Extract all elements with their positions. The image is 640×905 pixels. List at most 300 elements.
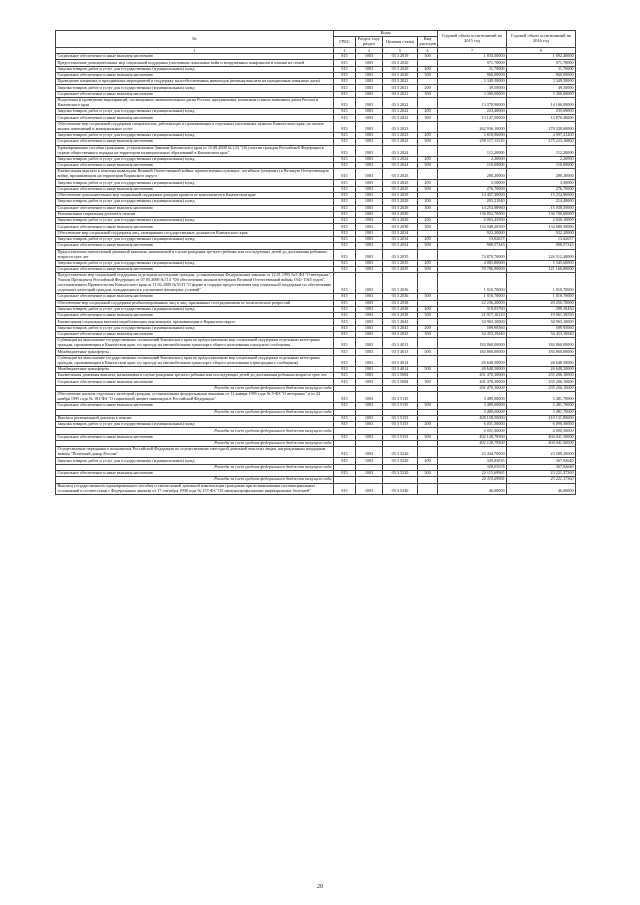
row-razdel-cell: 1003 — [356, 162, 383, 168]
row-target-article-cell: 03 3 2030 — [383, 224, 418, 230]
row-expense-type-cell: 300 — [418, 186, 438, 192]
row-amount-2015-cell: 34 963,10000 — [438, 319, 507, 325]
row-amount-2016-cell: 134 680,50000 — [507, 224, 576, 230]
row-amount-2015-cell: 110,00000 — [438, 162, 507, 168]
row-amount-2016-cell: 4 097,41200 — [507, 132, 576, 138]
row-grbs-cell: 815 — [334, 132, 356, 138]
row-amount-2016-cell: 11,70000 — [507, 66, 576, 72]
row-amount-2015-cell: 280,20000 — [438, 169, 507, 180]
row-amount-2015-cell: 329,03035 — [438, 458, 507, 464]
row-amount-2016-cell: 14 106,09000 — [507, 98, 576, 109]
row-amount-2016-cell: 214,40000 — [507, 199, 576, 205]
column-number-cell: 7 — [438, 48, 507, 54]
row-name-cell: Закупка товаров, работ и услуг для государственных (муниципальных) нужд — [56, 85, 334, 91]
row-name-cell: Расходы за счет средств федерального бюджета текущего года — [56, 428, 334, 434]
row-name-cell: Социальное обеспечение и иные выплаты населению — [56, 115, 334, 121]
row-amount-2016-cell: 922,20000 — [507, 230, 576, 236]
row-expense-type-cell — [418, 98, 438, 109]
table-row — [56, 121, 576, 132]
row-target-article-cell: 03 3 2021 — [383, 85, 418, 91]
row-target-article-cell: 03 3 2025 — [383, 186, 418, 192]
row-name-cell: Социальное обеспечение и иные выплаты населению — [56, 403, 334, 409]
row-grbs-cell: 815 — [334, 186, 356, 192]
row-grbs-cell: 815 — [334, 458, 356, 464]
row-target-article-cell: 03 3 5153 — [383, 434, 418, 440]
row-name-cell: Социальное обеспечение и иные выплаты населению — [56, 139, 334, 145]
row-expense-type-cell: 200 — [418, 66, 438, 72]
row-amount-2016-cell: 3 300,00000 — [507, 91, 576, 97]
row-expense-type-cell: 300 — [418, 139, 438, 145]
row-amount-2016-cell: 6 090,30000 — [507, 428, 576, 434]
row-razdel-cell: 1003 — [356, 139, 383, 145]
row-target-article-cell: 03 3 5220 — [383, 470, 418, 476]
row-amount-2015-cell: 223,40000 — [438, 109, 507, 115]
row-amount-2016-cell: 509,93060 — [507, 325, 576, 331]
row-razdel-cell: 1003 — [356, 91, 383, 97]
row-razdel-cell: 1003 — [356, 434, 383, 440]
row-razdel-cell: 1003 — [356, 338, 383, 349]
row-name-cell: Социальное обеспечение и иные выплаты населению — [56, 434, 334, 440]
row-target-article-cell: 03 3 5220 — [383, 458, 418, 464]
row-amount-2015-cell: 908,57343 — [438, 243, 507, 249]
row-razdel-cell: 1003 — [356, 186, 383, 192]
row-expense-type-cell: 300 — [418, 267, 438, 273]
row-name-cell: Ежемесячная денежная выплата, назначаемая в случае рождения третьего ребенка или последующих детей до достижения ребенком возраста трех лет — [56, 373, 334, 379]
row-grbs-cell: 815 — [334, 306, 356, 312]
row-razdel-cell: 1003 — [356, 313, 383, 319]
row-grbs-cell: 815 — [334, 379, 356, 385]
row-amount-2016-cell: 275 223,16800 — [507, 139, 576, 145]
row-expense-type-cell: 500 — [418, 349, 438, 355]
row-amount-2015-cell: 49,50000 — [438, 85, 507, 91]
row-target-article-cell: 03 3 2022 — [383, 115, 418, 121]
row-target-article-cell: 03 3 5220 — [383, 447, 418, 458]
row-expense-type-cell: 200 — [418, 156, 438, 162]
row-expense-type-cell — [418, 121, 438, 132]
row-amount-2015-cell: 4 083,80000 — [438, 260, 507, 266]
row-grbs-cell: 815 — [334, 236, 356, 242]
row-grbs-cell: 815 — [334, 338, 356, 349]
row-razdel-cell: 1003 — [356, 85, 383, 91]
row-expense-type-cell: 200 — [418, 85, 438, 91]
row-grbs-cell: 815 — [334, 156, 356, 162]
row-name-cell: Обеспечение мер социальной поддержки реабилитированных лиц и лиц, признанных пострадавшими от политических репрессий — [56, 300, 334, 306]
row-amount-2016-cell: 136 700,60000 — [507, 211, 576, 217]
row-amount-2016-cell: 279 320,60000 — [507, 121, 576, 132]
row-grbs-cell: 815 — [334, 211, 356, 217]
row-grbs-cell: 815 — [334, 139, 356, 145]
row-target-article-cell: 03 3 2036 — [383, 273, 418, 294]
row-name-cell: Обеспечение дополнительных мер социальной поддержки донорам крови и ее компонентов в Камчатском крае — [56, 193, 334, 199]
row-expense-type-cell: 300 — [418, 313, 438, 319]
row-amount-2016-cell: 410 131,80000 — [507, 415, 576, 421]
row-amount-2015-cell: 3 300,00000 — [438, 91, 507, 97]
row-amount-2015-cell: 1 010,70000 — [438, 294, 507, 300]
row-amount-2016-cell: 121 166,80000 — [507, 267, 576, 273]
row-razdel-cell: 1003 — [356, 243, 383, 249]
table-row — [56, 79, 576, 85]
row-grbs-cell: 815 — [334, 243, 356, 249]
row-amount-2016-cell: 19 961,39550 — [507, 313, 576, 319]
row-expense-type-cell — [418, 169, 438, 180]
table-row — [56, 392, 576, 403]
row-expense-type-cell — [418, 392, 438, 403]
row-name-cell: Расходы за счет средств федерального бюджета текущего года — [56, 385, 334, 391]
row-amount-2015-cell: 134 049,26500 — [438, 224, 507, 230]
row-amount-2016-cell: 15 038,50000 — [507, 205, 576, 211]
row-razdel-cell: 1003 — [356, 109, 383, 115]
row-amount-2015-cell: 26 648,50000 — [438, 366, 507, 372]
table-row — [56, 355, 576, 366]
row-amount-2015-cell: 14 254,08960 — [438, 205, 507, 211]
row-amount-2015-cell: 402 128,79500 — [438, 434, 507, 440]
row-razdel-cell: 1003 — [356, 366, 383, 372]
row-name-cell: Закупка товаров, работ и услуг для государственных (муниципальных) нужд — [56, 132, 334, 138]
row-target-article-cell: 03 3 5153 — [383, 415, 418, 421]
table-row — [56, 338, 576, 349]
row-target-article-cell: 03 3 2023 — [383, 132, 418, 138]
row-grbs-cell: 815 — [334, 169, 356, 180]
row-target-article-cell: 03 3 5084 — [383, 373, 418, 379]
table-row — [56, 483, 576, 494]
row-amount-2015-cell: 3 489,00000 — [438, 409, 507, 415]
row-amount-2016-cell: 404 041,50000 — [507, 434, 576, 440]
row-amount-2016-cell: 13,62657 — [507, 236, 576, 242]
row-name-cell: Предоставление мер социальной поддержки отдельным категориям граждан, установленным Федеральным законом от 12.01.1995 №5-ФЗ "О ветеранах", Указом Президента Российской Федерации от 07.05.2008 №714 "Об обеспечении жильем ветеранов Великой Отечественной войны 1941-1945 годов", постановлением Правительства Камчатского края от 11.02.2009 №70-П "О форме и порядке предоставления мер социальной поддержки по обеспечению отдельных категорий граждан, нуждающихся в улучшении жилищных условий" — [56, 273, 334, 294]
row-name-cell: Субвенции на выполнение государственных полномочий Камчатского края по предоставлению мер социальной поддержки отдельным категориям граждан, проживающим в Камчатском крае, по проезду на автомобильном транспорте общего пользования городского сообщения — [56, 338, 334, 349]
row-amount-2015-cell: 329,03035 — [438, 464, 507, 470]
row-name-cell: Социальное обеспечение и иные выплаты населению — [56, 186, 334, 192]
row-razdel-cell: 1003 — [356, 331, 383, 337]
header-number: № — [56, 31, 334, 48]
row-grbs-cell: 815 — [334, 91, 356, 97]
row-amount-2016-cell: 3 481,70000 — [507, 409, 576, 415]
row-razdel-cell: 1003 — [356, 60, 383, 66]
row-name-cell: Закупка товаров, работ и услуг для государственных (муниципальных) нужд — [56, 180, 334, 186]
row-name-cell: Обеспечение мер социальной поддержки лиц, замещавших государственные должности Камчатского края — [56, 230, 334, 236]
row-expense-type-cell: 200 — [418, 306, 438, 312]
row-amount-2016-cell: 908,57343 — [507, 243, 576, 249]
row-target-article-cell: 03 3 2035 — [383, 267, 418, 273]
row-amount-2016-cell: 26 648,50000 — [507, 355, 576, 366]
row-expense-type-cell: 200 — [418, 218, 438, 224]
row-amount-2015-cell: 34 453,19440 — [438, 331, 507, 337]
row-amount-2015-cell: 3 489,00000 — [438, 403, 507, 409]
row-grbs-cell: 815 — [334, 115, 356, 121]
row-name-cell: Расходы за счет средств федерального бюджета текущего года — [56, 409, 334, 415]
row-target-article-cell: 03 3 2038 — [383, 313, 418, 319]
row-amount-2016-cell: 34 453,16940 — [507, 331, 576, 337]
row-expense-type-cell: 300 — [418, 434, 438, 440]
row-amount-2016-cell: 235 206,10000 — [507, 373, 576, 379]
row-target-article-cell: 03 3 2021 — [383, 91, 418, 97]
row-amount-2015-cell: 184 860,00000 — [438, 338, 507, 349]
row-amount-2015-cell: 2 003,43500 — [438, 218, 507, 224]
row-target-article-cell: 03 3 2038 — [383, 306, 418, 312]
row-amount-2016-cell: 235,69000 — [507, 109, 576, 115]
row-expense-type-cell — [418, 249, 438, 260]
row-grbs-cell: 815 — [334, 145, 356, 156]
column-number-cell: 4 — [356, 48, 383, 54]
row-amount-2016-cell: 367,92640 — [507, 464, 576, 470]
row-grbs-cell: 815 — [334, 300, 356, 306]
row-amount-2016-cell: 1 010,70000 — [507, 294, 576, 300]
row-amount-2015-cell: 22 115,69965 — [438, 470, 507, 476]
row-expense-type-cell: 200 — [418, 325, 438, 331]
row-amount-2015-cell: 74 870,70000 — [438, 249, 507, 260]
row-amount-2015-cell: 3,50000 — [438, 180, 507, 186]
row-name-cell: Социальное обеспечение и иные выплаты населению — [56, 470, 334, 476]
row-target-article-cell: 03 3 4014 — [383, 355, 418, 366]
row-target-article-cell: 03 3 2036 — [383, 294, 418, 300]
row-target-article-cell: 03 3 2023 — [383, 121, 418, 132]
row-name-cell: Закупка товаров, работ и услуг для государственных (муниципальных) нужд — [56, 422, 334, 428]
row-grbs-cell: 815 — [334, 294, 356, 300]
row-amount-2015-cell: 3 349,50000 — [438, 79, 507, 85]
row-amount-2016-cell: 34 963,10000 — [507, 319, 576, 325]
row-grbs-cell: 815 — [334, 403, 356, 409]
row-amount-2016-cell: 276,70000 — [507, 186, 576, 192]
row-amount-2015-cell: 13 147,50000 — [438, 115, 507, 121]
row-amount-2015-cell: 971,70000 — [438, 60, 507, 66]
row-name-cell: Закупка товаров, работ и услуг для государственных (муниципальных) нужд — [56, 306, 334, 312]
row-razdel-cell: 1003 — [356, 156, 383, 162]
row-razdel-cell: 1003 — [356, 121, 383, 132]
row-name-cell: Межбюджетные трансферты — [56, 366, 334, 372]
table-row — [56, 273, 576, 294]
row-target-article-cell: 03 3 2029 — [383, 193, 418, 199]
row-target-article-cell: 03 3 2020 — [383, 60, 418, 66]
row-expense-type-cell: 200 — [418, 199, 438, 205]
row-target-article-cell: 03 3 2043 — [383, 325, 418, 331]
row-expense-type-cell: 300 — [418, 379, 438, 385]
row-name-cell: Социальное обеспечение и иные выплаты населению — [56, 91, 334, 97]
row-expense-type-cell — [418, 447, 438, 458]
row-grbs-cell: 815 — [334, 267, 356, 273]
row-amount-2016-cell: 367,92640 — [507, 458, 576, 464]
row-target-article-cell: 03 3 2023 — [383, 139, 418, 145]
row-amount-2016-cell: 184 860,00000 — [507, 338, 576, 349]
row-expense-type-cell: 200 — [418, 132, 438, 138]
row-razdel-cell: 1003 — [356, 249, 383, 260]
row-expense-type-cell: 300 — [418, 72, 438, 78]
row-grbs-cell: 815 — [334, 331, 356, 337]
row-razdel-cell: 1003 — [356, 115, 383, 121]
row-grbs-cell: 815 — [334, 162, 356, 168]
header-grbs: ГРБС — [334, 37, 356, 48]
row-amount-2015-cell: 26 648,50000 — [438, 355, 507, 366]
row-amount-2016-cell: 3 349,50000 — [507, 79, 576, 85]
row-amount-2015-cell: 402 128,79500 — [438, 440, 507, 446]
row-grbs-cell: 815 — [334, 470, 356, 476]
row-amount-2015-cell: 13 370,90000 — [438, 98, 507, 109]
row-target-article-cell: 03 3 2024 — [383, 156, 418, 162]
row-target-article-cell: 03 3 2043 — [383, 319, 418, 325]
row-name-cell: Обеспечение жильем отдельных категорий граждан, установленных федеральными законами от 12 января 1995 года № 5-ФЗ "О ветеранах" и от 24 ноября 1995 года № 181-ФЗ "О социальной защите инвалидов в Российской Федерации" — [56, 392, 334, 403]
row-name-cell: Социальное обеспечение и иные выплаты населению — [56, 54, 334, 60]
row-razdel-cell: 1003 — [356, 145, 383, 156]
row-name-cell: Закупка товаров, работ и услуг для государственных (муниципальных) нужд — [56, 66, 334, 72]
header-codes: Коды — [334, 31, 438, 37]
row-amount-2015-cell: 408 158,50000 — [438, 415, 507, 421]
row-name-cell: Межбюджетные трансферты — [56, 349, 334, 355]
row-amount-2015-cell: 922,20000 — [438, 230, 507, 236]
row-name-cell: Ежемесячная выплата к пенсиям инвалидам Великой Отечественной войны, вдовам военнослужащих, погибших (умерших) в Великую Отечественную войну, проживающим на территории Корякского округа — [56, 169, 334, 180]
row-razdel-cell: 1003 — [356, 169, 383, 180]
table-body — [56, 48, 576, 494]
row-grbs-cell: 815 — [334, 121, 356, 132]
row-grbs-cell: 815 — [334, 109, 356, 115]
row-razdel-cell: 1003 — [356, 54, 383, 60]
row-amount-2015-cell: 22 115,69965 — [438, 477, 507, 483]
row-amount-2015-cell: 2,20000 — [438, 156, 507, 162]
column-number-cell: 8 — [507, 48, 576, 54]
row-target-article-cell: 03 3 2035 — [383, 249, 418, 260]
row-target-article-cell: 03 3 2034 — [383, 243, 418, 249]
row-target-article-cell: 03 3 5153 — [383, 422, 418, 428]
row-amount-2016-cell: 235 206,10000 — [507, 385, 576, 391]
row-amount-2016-cell: 3 481,70000 — [507, 403, 576, 409]
row-razdel-cell: 1003 — [356, 392, 383, 403]
row-target-article-cell: 03 3 2043 — [383, 331, 418, 337]
row-expense-type-cell: 200 — [418, 109, 438, 115]
row-target-article-cell: 03 3 5240 — [383, 483, 418, 494]
row-grbs-cell: 815 — [334, 313, 356, 319]
row-target-article-cell: 03 3 2025 — [383, 180, 418, 186]
row-grbs-cell: 815 — [334, 60, 356, 66]
row-name-cell: Выплата региональной доплаты к пенсии — [56, 415, 334, 421]
row-name-cell: Субвенции на выполнение государственных полномочий Камчатского края по предоставлению мер социальной поддержки отдельным категориям граждан, проживающим в Камчатском крае, по проезду на автомобильном транспорте общего пользования (пригородного сообщения) — [56, 355, 334, 366]
row-razdel-cell: 1003 — [356, 79, 383, 85]
row-razdel-cell: 1003 — [356, 199, 383, 205]
row-target-article-cell: 03 3 2034 — [383, 230, 418, 236]
row-expense-type-cell: 300 — [418, 294, 438, 300]
row-grbs-cell: 815 — [334, 85, 356, 91]
row-amount-2016-cell: 23 589,30000 — [507, 447, 576, 458]
row-grbs-cell: 815 — [334, 193, 356, 199]
row-amount-2015-cell: 259 117,13310 — [438, 139, 507, 145]
column-number-cell: 1 — [56, 48, 334, 54]
row-grbs-cell: 815 — [334, 260, 356, 266]
row-target-article-cell: 03 3 2019 — [383, 54, 418, 60]
row-target-article-cell: 03 3 2030 — [383, 211, 418, 217]
row-razdel-cell: 1003 — [356, 132, 383, 138]
row-name-cell: Обеспечение мер социальной поддержки специалистов, работающих и проживающих в отдельных населенных пунктах Камчатского края, по оплате жилых помещений и коммунальных услуг — [56, 121, 334, 132]
row-target-article-cell: 03 3 2038 — [383, 300, 418, 306]
row-amount-2015-cell: 22 236,20000 — [438, 300, 507, 306]
row-expense-type-cell: 300 — [418, 243, 438, 249]
row-razdel-cell: 1003 — [356, 355, 383, 366]
row-target-article-cell: 03 3 2021 — [383, 79, 418, 85]
row-amount-2016-cell: 404 041,50000 — [507, 440, 576, 446]
row-grbs-cell: 815 — [334, 319, 356, 325]
row-amount-2016-cell: 3,50000 — [507, 180, 576, 186]
row-expense-type-cell: 300 — [418, 403, 438, 409]
row-expense-type-cell: 300 — [418, 54, 438, 60]
row-amount-2015-cell: 509,90560 — [438, 325, 507, 331]
table-row — [56, 98, 576, 109]
row-grbs-cell: 815 — [334, 415, 356, 421]
row-name-cell: Закупка товаров, работ и услуг для государственных (муниципальных) нужд — [56, 325, 334, 331]
row-expense-type-cell: 300 — [418, 205, 438, 211]
row-amount-2015-cell: 22 444,70000 — [438, 447, 507, 458]
row-razdel-cell: 1003 — [356, 422, 383, 428]
row-expense-type-cell: 200 — [418, 422, 438, 428]
row-amount-2015-cell: 201 470,30000 — [438, 379, 507, 385]
row-target-article-cell: 03 3 2024 — [383, 162, 418, 168]
row-name-cell: Закупка товаров, работ и услуг для государственных (муниципальных) нужд — [56, 458, 334, 464]
row-name-cell: Социальное обеспечение и иные выплаты населению — [56, 72, 334, 78]
row-grbs-cell: 815 — [334, 355, 356, 366]
row-amount-2015-cell: 13,62657 — [438, 236, 507, 242]
row-razdel-cell: 1003 — [356, 306, 383, 312]
row-grbs-cell: 815 — [334, 98, 356, 109]
row-amount-2015-cell: 262 936,10000 — [438, 121, 507, 132]
row-expense-type-cell: 500 — [418, 366, 438, 372]
row-amount-2016-cell: 235 206,10000 — [507, 379, 576, 385]
row-amount-2015-cell: 3 489,00000 — [438, 392, 507, 403]
row-target-article-cell: 03 3 2030 — [383, 218, 418, 224]
row-expense-type-cell: 300 — [418, 331, 438, 337]
row-name-cell: Закупка товаров, работ и услуг для государственных (муниципальных) нужд — [56, 218, 334, 224]
row-razdel-cell: 1003 — [356, 294, 383, 300]
row-name-cell: Социальное обеспечение и иные выплаты населению — [56, 331, 334, 337]
row-amount-2016-cell: 23 221,37360 — [507, 470, 576, 476]
row-razdel-cell: 1003 — [356, 349, 383, 355]
row-razdel-cell: 1003 — [356, 236, 383, 242]
row-expense-type-cell — [418, 273, 438, 294]
row-amount-2016-cell: 280,20000 — [507, 169, 576, 180]
row-name-cell: Закупка товаров, работ и услуг для государственных (муниципальных) нужд — [56, 236, 334, 242]
row-name-cell: Закупка товаров, работ и услуг для государственных (муниципальных) нужд — [56, 156, 334, 162]
row-amount-2016-cell: 126 512,40000 — [507, 249, 576, 260]
row-amount-2015-cell: 3 818,96690 — [438, 132, 507, 138]
row-name-cell: Социальное обеспечение и иные выплаты населению — [56, 294, 334, 300]
column-number-cell: 3 — [334, 48, 356, 54]
row-grbs-cell: 815 — [334, 325, 356, 331]
row-amount-2016-cell: 26 648,50000 — [507, 366, 576, 372]
row-name-cell: Закупка товаров, работ и услуг для государственных (муниципальных) нужд — [56, 199, 334, 205]
row-amount-2015-cell: 112,20000 — [438, 145, 507, 156]
row-expense-type-cell: 200 — [418, 458, 438, 464]
row-grbs-cell: 815 — [334, 483, 356, 494]
row-grbs-cell: 815 — [334, 422, 356, 428]
row-target-article-cell: 03 3 2024 — [383, 145, 418, 156]
row-name-cell: Ежемесячная социальная выплата неработающим пенсионерам, проживающим в Корякском округе — [56, 319, 334, 325]
row-name-cell: Предоставление ежемесячной денежной выплаты, назначаемой в случае рождения третьего ребенка или последующих детей до достижения ребенком возраста трех лет — [56, 249, 334, 260]
row-name-cell: Подготовка и проведение мероприятий, посвященных знаменательным датам России, праздничным, памятным и иным значимым датам России и Камчатского края — [56, 98, 334, 109]
row-name-cell: Социальное обеспечение и иные выплаты населению — [56, 224, 334, 230]
row-razdel-cell: 1003 — [356, 205, 383, 211]
row-expense-type-cell: 300 — [418, 162, 438, 168]
row-grbs-cell: 815 — [334, 249, 356, 260]
row-amount-2015-cell: 11,70000 — [438, 66, 507, 72]
row-expense-type-cell: 300 — [418, 224, 438, 230]
row-amount-2016-cell: 1 692,40000 — [507, 54, 576, 60]
row-grbs-cell: 815 — [334, 224, 356, 230]
row-grbs-cell: 815 — [334, 230, 356, 236]
row-name-cell: Социальное обеспечение и иные выплаты населению — [56, 313, 334, 319]
row-razdel-cell: 1003 — [356, 193, 383, 199]
row-grbs-cell: 815 — [334, 434, 356, 440]
row-razdel-cell: 1003 — [356, 273, 383, 294]
row-amount-2015-cell: 184 860,00000 — [438, 349, 507, 355]
table-row — [56, 145, 576, 156]
row-amount-2015-cell: 960,00000 — [438, 72, 507, 78]
row-amount-2016-cell: 184 860,00000 — [507, 349, 576, 355]
table-row — [56, 169, 576, 180]
row-grbs-cell: 815 — [334, 180, 356, 186]
